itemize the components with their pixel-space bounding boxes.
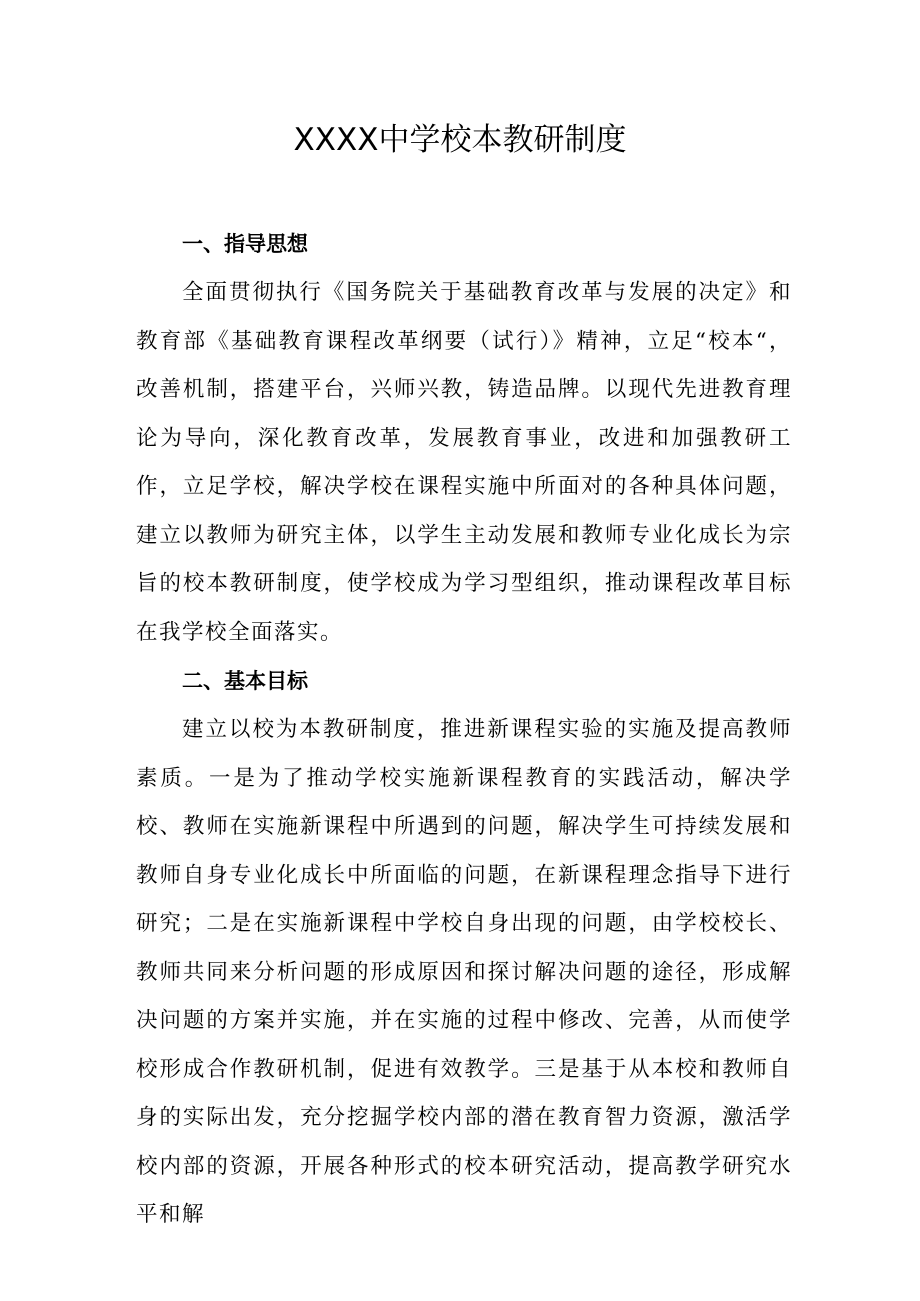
section-paragraph-guiding-ideology: 全面贯彻执行《国务院关于基础教育改革与发展的决定》和教育部《基础教育课程改革纲要（试行）》精神，立足“校本“，改善机制，搭建平台，兴师兴教，铸造品牌。以现代先进教育理论为导向，深化教育改革，发展教育事业，改进和加强教研工作，立足学校，解决学校在课程实施中所面对的各种具体问题，建立以教师为研究主体，以学生主动发展和教师专业化成长为宗旨的校本教研制度，使学校成为学习型组织，推动课程改革目标在我学校全面落实。 (136, 280, 792, 645)
document-title: XXXX中学校本教研制度 (293, 122, 627, 158)
section-heading-basic-goals: 二、基本目标 (182, 669, 308, 693)
section-paragraph-basic-goals: 建立以校为本教研制度，推进新课程实验的实施及提高教师素质。一是为了推动学校实施新课程教育的实践活动，解决学校、教师在实施新课程中所遇到的问题，解决学生可持续发展和教师自身专业化成长中所面临的问题，在新课程理念指导下进行研究；二是在实施新课程中学校自身出现的问题，由学校校长、教师共同来分析问题的形成原因和探讨解决问题的途径，形成解决问题的方案并实施，并在实施的过程中修改、完善，从而使学校形成合作教研机制，促进有效教学。三是基于从本校和教师自身的实际出发，充分挖掘学校内部的潜在教育智力资源，激活学校内部的资源，开展各种形式的校本研究活动，提高教学研究水平和解 (136, 717, 792, 1227)
document-body (136, 220, 792, 1240)
section-heading-guiding-ideology: 一、指导思想 (182, 232, 308, 256)
